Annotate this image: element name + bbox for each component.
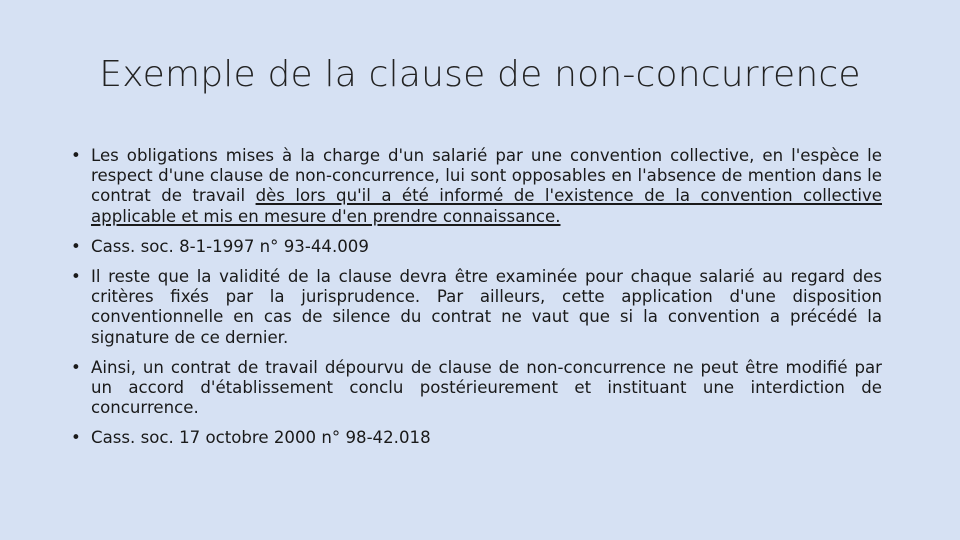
bullet-icon: •	[71, 236, 81, 256]
bullet-text: Ainsi, un contrat de travail dépourvu de clause de non-concurrence ne peut être modifié par un accord d'établissement conclu postérieurement et instituant une interdiction de concurrence.	[91, 357, 882, 418]
bullet-item-ainsi	[68, 358, 882, 419]
bullet-item-obligations	[68, 146, 882, 227]
bullet-icon: •	[71, 357, 81, 377]
bullet-text: Cass. soc. 8-1-1997 n° 93-44.009	[91, 236, 369, 256]
bullet-icon: •	[71, 146, 81, 165]
bullet-icon: •	[71, 267, 81, 287]
bullet-icon: •	[71, 428, 81, 448]
bullet-item-citation-2000	[68, 428, 882, 448]
bullet-text: Les obligations mises à la charge d'un salarié par une convention collective, en l'espèce le respect d'une clause de non-concurrence, lui sont opposables en l'absence de mention dans le contrat de travail	[91, 146, 882, 206]
bullet-item-validite	[68, 267, 882, 348]
bullet-text: Cass. soc. 17 octobre 2000 n° 98-42.018	[91, 428, 431, 448]
bullet-text: Il reste que la validité de la clause devra être examinée pour chaque salarié au regard des critères fixés par la jurisprudence. Par ailleurs, cette application d'une disposition conventionnelle en cas de silence du contrat ne vaut que si la convention a précédé la signature de ce dernier.	[91, 267, 882, 347]
bullet-list	[68, 146, 882, 449]
slide-body	[68, 146, 882, 459]
bullet-item-citation-1997	[68, 237, 882, 257]
slide-title: Exemple de la clause de non-concurrence	[99, 54, 861, 95]
bullet-text-underlined: dès lors qu'il a été informé de l'existence de la convention collective applicable et mis en mesure d'en prendre connaissance.	[91, 186, 882, 226]
